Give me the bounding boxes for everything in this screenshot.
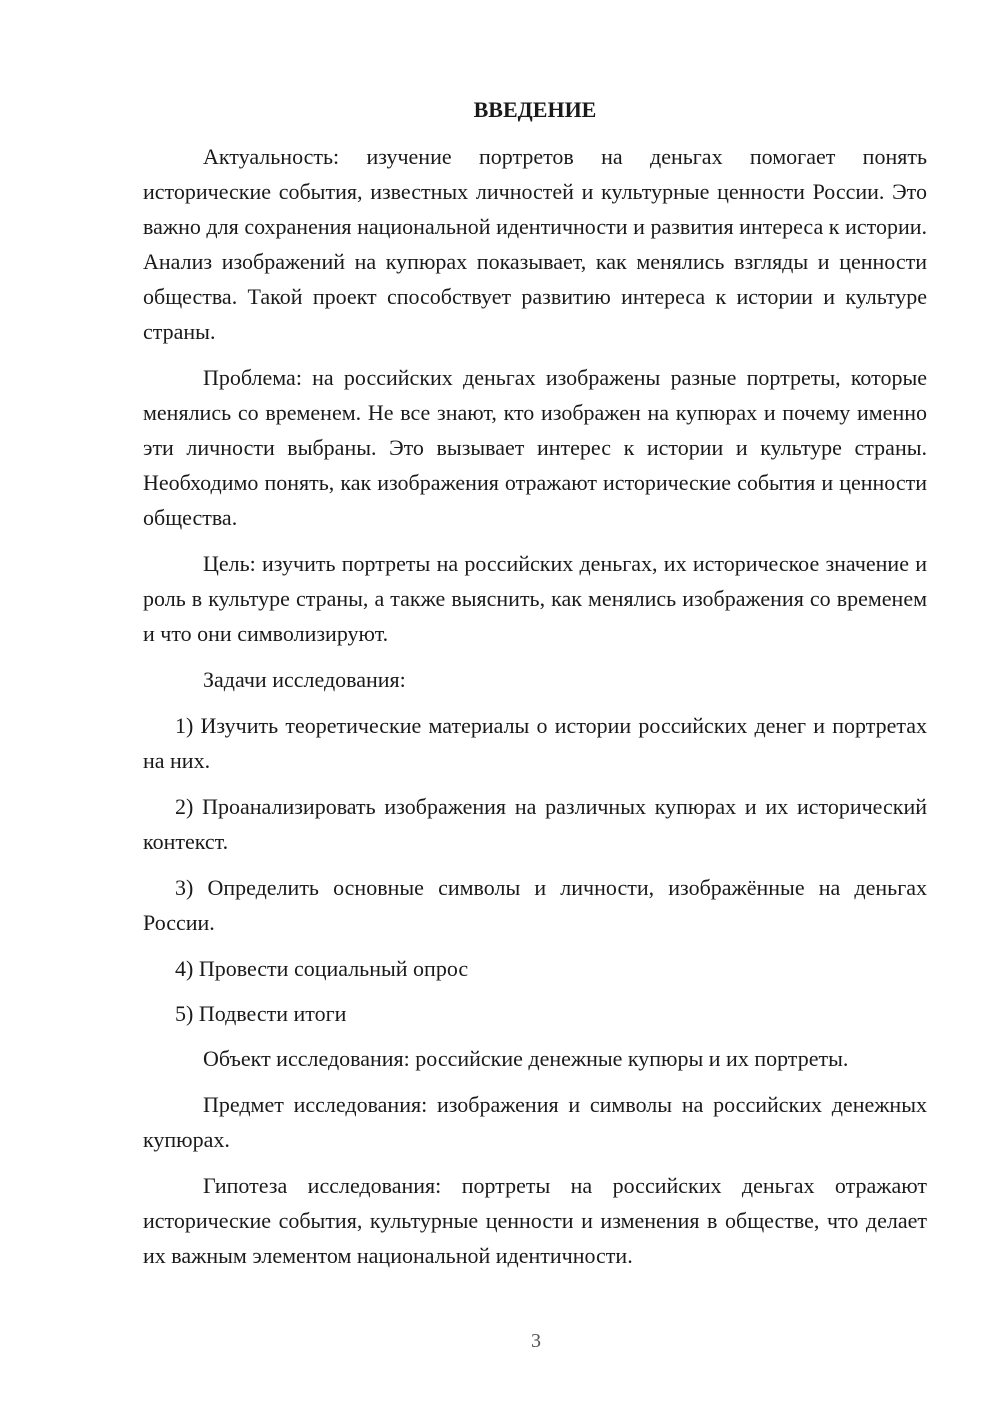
page-number: 3: [531, 1330, 541, 1352]
page-title: ВВЕДЕНИЕ: [473, 97, 597, 122]
task-item-2: 2) Проанализировать изображения на различных купюрах и их исторический контекст.: [143, 794, 927, 854]
tasks-heading: Задачи исследования:: [203, 667, 406, 692]
document-page: [143, 92, 927, 1284]
task-item-1: 1) Изучить теоретические материалы о истории российских денег и портретах на них.: [143, 713, 927, 773]
paragraph-goal: Цель: изучить портреты на российских деньгах, их историческое значение и роль в культуре страны, а также выяснить, как менялись изображения со временем и что они символизируют.: [143, 551, 927, 646]
task-item-3: 3) Определить основные символы и личности, изображённые на деньгах России.: [143, 875, 927, 935]
paragraph-hypothesis: Гипотеза исследования: портреты на российских деньгах отражают исторические события, культурные ценности и изменения в обществе, что делает их важным элементом национальной идентичности.: [143, 1173, 927, 1268]
task-item-5: 5) Подвести итоги: [175, 1001, 347, 1026]
paragraph-problem: Проблема: на российских деньгах изображены разные портреты, которые менялись со временем. Не все знают, кто изображен на купюрах и почему именно эти личности выбраны. Это вызывает интерес к истории и культуре страны. Необходимо понять, как изображения отражают исторические события и ценности общества.: [143, 365, 927, 530]
paragraph-subject: Предмет исследования: изображения и символы на российских денежных купюрах.: [143, 1092, 927, 1152]
paragraph-object: Объект исследования: российские денежные купюры и их портреты.: [203, 1046, 849, 1071]
task-item-4: 4) Провести социальный опрос: [175, 956, 469, 981]
paragraph-relevance: Актуальность: изучение портретов на деньгах помогает понять исторические события, известных личностей и культурные ценности России. Это важно для сохранения национальной идентичности и развития интереса к истории. Анализ изображений на купюрах показывает, как менялись взгляды и ценности общества. Такой проект способствует развитию интереса к истории и культуре страны.: [143, 144, 927, 344]
